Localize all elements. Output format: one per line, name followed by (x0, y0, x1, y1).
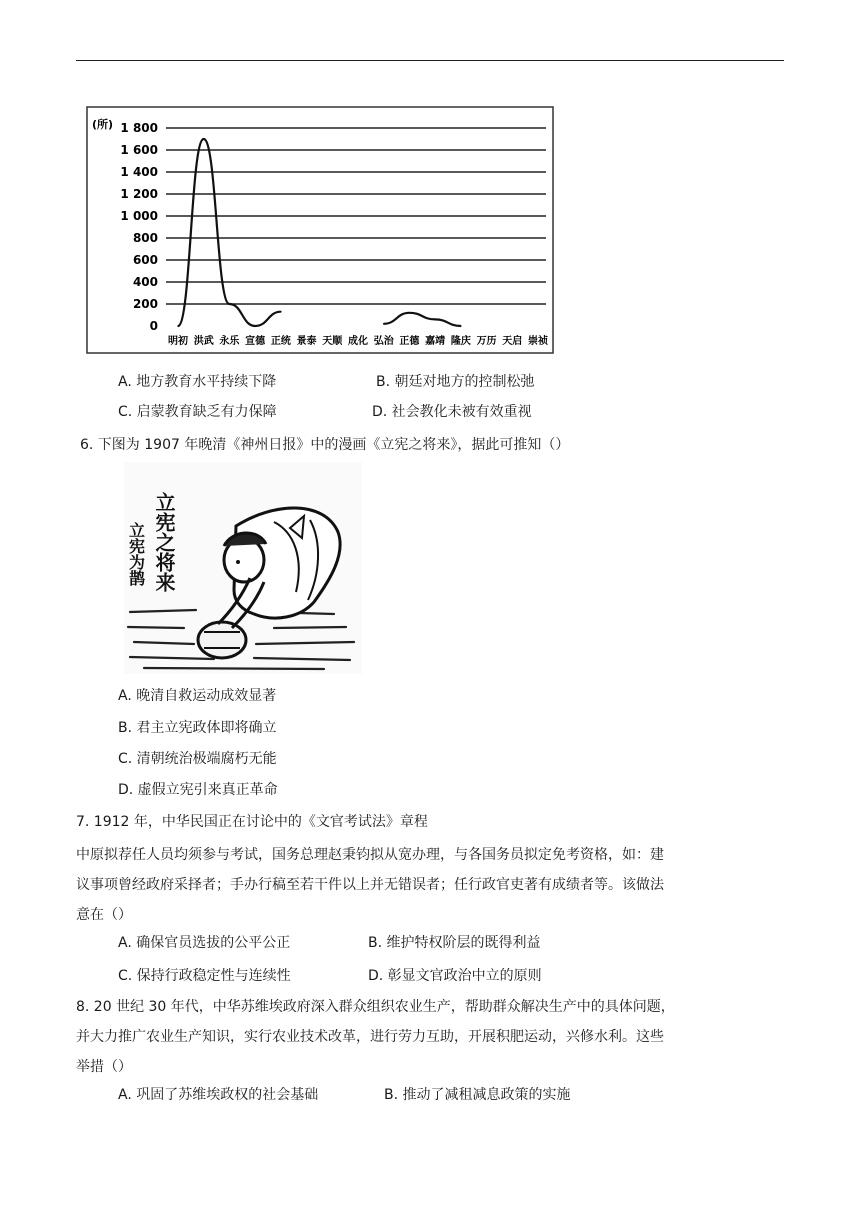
q8-line-3: 举措（） (76, 1059, 132, 1075)
chart-y-tick-label: 1 200 (120, 187, 158, 201)
chart-y-tick-label: 600 (132, 253, 158, 267)
chart-x-tick-label: 隆庆 (450, 336, 471, 347)
q7-option-c[interactable]: C. 保持行政稳定性与连续性 (118, 968, 291, 984)
q7-body (76, 840, 736, 930)
q7-body-line-3: 意在（） (76, 907, 132, 923)
chart-x-tick-label: 崇祯 (528, 336, 548, 347)
chart-data-point (434, 319, 436, 321)
q6-stem: 6. 下图为 1907 年晚清《神州日报》中的漫画《立宪之将来》，据此可推知（） (80, 437, 570, 453)
q6-option-c[interactable]: C. 清朝统治极端腐朽无能 (118, 751, 277, 767)
chart-y-tick-label: 0 (149, 319, 158, 333)
chart-data-point (254, 325, 256, 327)
chart-x-tick-label: 弘治 (373, 336, 394, 347)
chart-y-tick-label: 1 600 (120, 143, 158, 157)
q8-line-2: 并大力推广农业生产知识，实行农业技术改革，进行劳力互助，开展积肥运动，兴修水利。这些 (76, 1029, 664, 1045)
q7-body-line-1: 中原拟荐任人员均须参与考试，国务总理赵秉钧拟从宽办理，与各国务员拟定免考资格，如：建 (76, 847, 664, 863)
q5-option-a[interactable]: A. 地方教育水平持续下降 (118, 374, 277, 390)
chart-x-ticks (168, 334, 548, 347)
chart-x-tick-label: 天启 (502, 336, 523, 347)
chart-y-tick-label: 800 (132, 231, 158, 245)
page-top-rule (76, 60, 784, 61)
chart-data-point (460, 325, 462, 327)
q5-option-d[interactable]: D. 社会教化未被有效重视 (372, 404, 532, 420)
q8-stem (76, 992, 736, 1082)
chart-x-tick-label: 万历 (476, 336, 497, 347)
chart-x-tick-label: 天顺 (322, 336, 343, 347)
chart-y-tick-label: 200 (132, 297, 158, 311)
q7-option-a[interactable]: A. 确保官员选拔的公平公正 (118, 935, 291, 951)
chart-x-tick-label: 嘉靖 (425, 336, 446, 347)
chart-x-tick-label: 宣德 (245, 336, 266, 347)
chart-x-tick-label: 成化 (348, 336, 368, 347)
comic-side-text: 立宪为鹊 (126, 522, 146, 586)
chart-x-tick-label: 明初 (168, 336, 188, 347)
q7-option-b[interactable]: B. 维护特权阶层的既得利益 (368, 935, 541, 951)
q7-stem: 7. 1912 年，中华民国正在讨论中的《文官考试法》章程 (76, 814, 428, 830)
q6-option-b[interactable]: B. 君主立宪政体即将确立 (118, 720, 277, 736)
chart-data-point (280, 311, 282, 313)
q8-option-b[interactable]: B. 推动了减租减息政策的实施 (384, 1087, 571, 1103)
chart-x-tick-label: 景泰 (296, 336, 317, 347)
chart-data-point (229, 303, 231, 305)
chart-data-point (409, 312, 411, 314)
q8-option-a[interactable]: A. 巩固了苏维埃政权的社会基础 (118, 1087, 319, 1103)
chart-data-point (177, 325, 179, 327)
schools-count-chart (86, 106, 554, 354)
comic-title-text: 立宪之将来 (152, 492, 176, 592)
chart-x-tick-label: 正德 (399, 336, 420, 347)
chart-y-tick-label: 400 (132, 275, 158, 289)
chart-data-point (203, 138, 205, 140)
q7-option-d[interactable]: D. 彰显文官政治中立的原则 (368, 968, 542, 984)
chart-y-tick-label: 1 000 (120, 209, 158, 223)
chart-y-tick-label: 1 400 (120, 165, 158, 179)
chart-y-label: (所) (92, 118, 114, 131)
q5-option-b[interactable]: B. 朝廷对地方的控制松弛 (376, 374, 535, 390)
q8-line-1: 8. 20 世纪 30 年代，中华苏维埃政府深入群众组织农业生产，帮助群众解决生产中的具体问题， (76, 999, 675, 1015)
comic-illustration (124, 462, 362, 674)
chart-x-tick-label: 洪武 (193, 336, 214, 347)
chart-data-point (383, 323, 385, 325)
chart-y-tick-label: 1 800 (120, 121, 158, 135)
q6-option-a[interactable]: A. 晚清自救运动成效显著 (118, 688, 277, 704)
chart-x-tick-label: 永乐 (219, 336, 240, 347)
q7-body-line-2: 议事项曾经政府采择者；手办行稿至若干件以上并无错误者；任行政官吏著有成绩者等。该做法 (76, 877, 664, 893)
chart-x-tick-label: 正统 (270, 336, 291, 347)
q5-option-c[interactable]: C. 启蒙教育缺乏有力保障 (118, 404, 277, 420)
q6-option-d[interactable]: D. 虚假立宪引来真正革命 (118, 782, 278, 798)
